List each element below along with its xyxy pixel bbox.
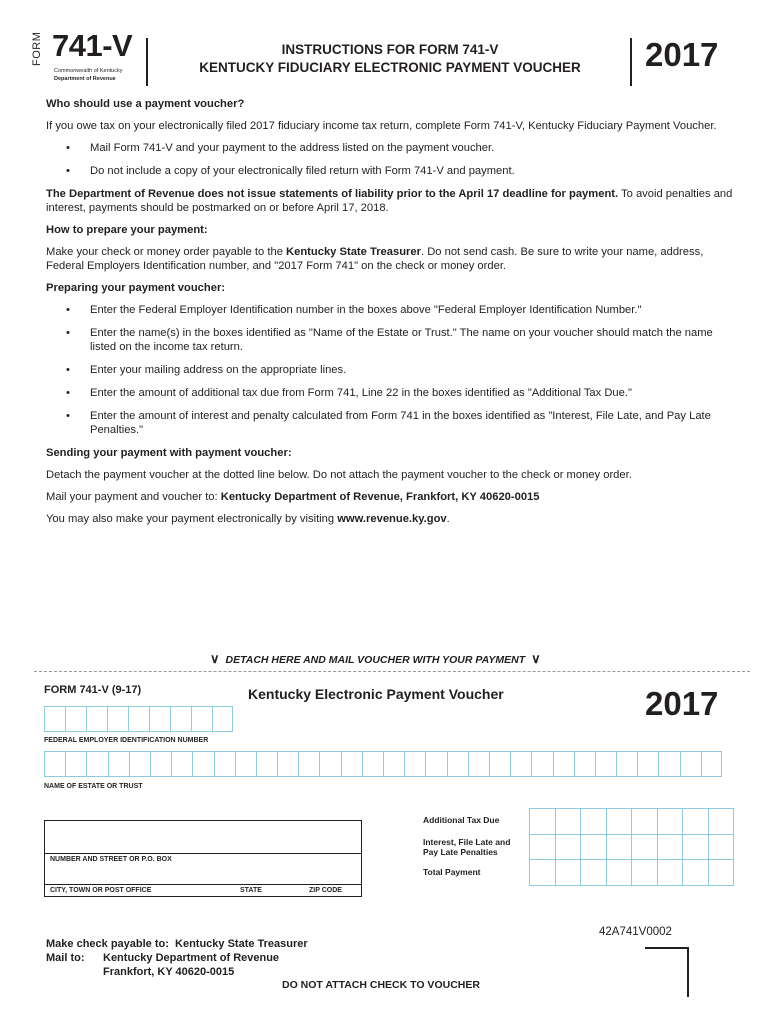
estate-name-char-box[interactable]: [553, 751, 574, 777]
list-item: • Do not include a copy of your electronically filed return with Form 741-V and payment.: [46, 164, 736, 178]
estate-name-char-box[interactable]: [129, 751, 150, 777]
estate-name-char-box[interactable]: [701, 751, 722, 777]
estate-name-char-box[interactable]: [108, 751, 129, 777]
amount-digit-box[interactable]: [581, 835, 607, 861]
amount-digit-box[interactable]: [607, 860, 633, 886]
list-item: • Enter the amount of additional tax due from Form 741, Line 22 in the boxes identified as "Additional Tax Due.": [46, 386, 736, 400]
estate-name-char-box[interactable]: [595, 751, 616, 777]
list-item: • Enter the name(s) in the boxes identified as "Name of the Estate or Trust." The name on your voucher should match the name listed on the income tax return.: [46, 326, 736, 354]
estate-name-label: NAME OF ESTATE OR TRUST: [44, 783, 143, 790]
amount-digit-box[interactable]: [530, 809, 556, 835]
online-post: .: [446, 513, 450, 525]
estate-name-char-box[interactable]: [383, 751, 404, 777]
mail-paragraph: [46, 490, 736, 504]
header-title-line2: KENTUCKY FIDUCIARY ELECTRONIC PAYMENT VOUCHER: [199, 60, 581, 75]
prepare-paragraph: [46, 245, 736, 273]
voucher-title: Kentucky Electronic Payment Voucher: [248, 686, 504, 702]
amount-digit-box[interactable]: [530, 860, 556, 886]
notice-paragraph: [46, 187, 736, 215]
interest-line2: Pay Late Penalties: [423, 847, 498, 857]
state-label: STATE: [240, 887, 262, 894]
estate-name-char-box[interactable]: [362, 751, 383, 777]
estate-name-char-box[interactable]: [447, 751, 468, 777]
mail-row: [46, 951, 308, 965]
header-divider-right: [630, 38, 632, 86]
amount-digit-box[interactable]: [632, 835, 658, 861]
amount-digit-box[interactable]: [709, 860, 735, 886]
estate-name-char-box[interactable]: [658, 751, 679, 777]
list-item: • Enter the amount of interest and penalty calculated from Form 741 in the boxes identified as "Interest, File Late, and Pay Late Penalties.": [46, 409, 736, 437]
amount-digit-box[interactable]: [556, 860, 582, 886]
fein-digit-box[interactable]: [44, 706, 65, 732]
estate-name-char-box[interactable]: [44, 751, 65, 777]
instructions-body: [46, 97, 736, 534]
fein-input-boxes[interactable]: [44, 706, 233, 732]
fein-digit-box[interactable]: [149, 706, 170, 732]
total-payment-label: Total Payment: [423, 867, 481, 877]
who-text: If you owe tax on your electronically filed 2017 fiduciary income tax return, complete Form 741-V, Kentucky Fiduciary Payment Voucher.: [46, 120, 717, 132]
interest-penalty-label: [423, 837, 510, 857]
fein-digit-box[interactable]: [170, 706, 191, 732]
prepare-post: . Do not send cash. Be sure to write your name, address, Federal Employers Identification number, and "2017 Form 741" on the check or money order.: [46, 246, 704, 272]
detach-paragraph: Detach the payment voucher at the dotted line below. Do not attach the payment voucher to the check or money order.: [46, 469, 632, 481]
estate-name-char-box[interactable]: [510, 751, 531, 777]
amount-digit-box[interactable]: [658, 835, 684, 861]
estate-name-char-box[interactable]: [171, 751, 192, 777]
department-label: Department of Revenue: [54, 76, 116, 82]
website-link[interactable]: www.revenue.ky.gov: [337, 513, 447, 525]
estate-name-char-box[interactable]: [637, 751, 658, 777]
mail-address: Kentucky Department of Revenue, Frankfort, KY 40620-0015: [220, 491, 540, 503]
estate-name-char-box[interactable]: [531, 751, 552, 777]
online-paragraph: [46, 512, 736, 526]
heading-who: Who should use a payment voucher?: [46, 98, 245, 110]
amount-digit-box[interactable]: [556, 809, 582, 835]
form-number: 741-V: [52, 28, 133, 63]
detach-dashed-line: [34, 671, 750, 672]
detach-instruction: [204, 651, 584, 667]
additional-tax-label: Additional Tax Due: [423, 815, 500, 825]
notice-rest: To avoid penalties and interest, payments should be postmarked on or before April 17, 2018.: [46, 188, 733, 214]
estate-name-char-box[interactable]: [192, 751, 213, 777]
header-title-line1: INSTRUCTIONS FOR FORM 741-V: [281, 42, 499, 57]
interest-line1: Interest, File Late and: [423, 837, 511, 847]
fein-digit-box[interactable]: [212, 706, 233, 732]
prepare-bold: Kentucky State Treasurer: [286, 246, 421, 258]
city-label: CITY, TOWN OR POST OFFICE: [50, 887, 152, 894]
estate-name-char-box[interactable]: [319, 751, 340, 777]
form-vertical-label: FORM: [31, 31, 43, 66]
list-item: • Enter the Federal Employer Identification number in the boxes above "Federal Employer Identification Number.": [46, 303, 736, 317]
list-item: • Mail Form 741-V and your payment to the address listed on the payment voucher.: [46, 141, 736, 155]
estate-name-char-box[interactable]: [341, 751, 362, 777]
corner-mark: [645, 947, 689, 949]
estate-name-char-box[interactable]: [150, 751, 171, 777]
document-code: 42A741V0002: [599, 926, 672, 938]
payable-value: Kentucky State Treasurer: [175, 938, 308, 950]
voucher-year: 2017: [645, 685, 719, 722]
amount-digit-box[interactable]: [607, 835, 633, 861]
estate-name-input-boxes[interactable]: [44, 751, 722, 777]
payable-row: [46, 937, 308, 951]
estate-name-char-box[interactable]: [298, 751, 319, 777]
amount-digit-box[interactable]: [709, 835, 735, 861]
payable-label: Make check payable to:: [46, 938, 169, 950]
fein-digit-box[interactable]: [191, 706, 212, 732]
amount-digit-box[interactable]: [581, 809, 607, 835]
zip-label: ZIP CODE: [309, 887, 342, 894]
heading-sending: Sending your payment with payment voucher:: [46, 447, 292, 459]
amount-digit-box[interactable]: [632, 809, 658, 835]
down-arrow-icon: ∨: [531, 651, 541, 666]
header-year: 2017: [645, 36, 719, 73]
detach-label: DETACH HERE AND MAIL VOUCHER WITH YOUR PAYMENT: [225, 654, 526, 666]
amount-digit-box[interactable]: [683, 809, 709, 835]
amount-digit-box[interactable]: [556, 835, 582, 861]
estate-name-char-box[interactable]: [235, 751, 256, 777]
amount-digit-box[interactable]: [530, 835, 556, 861]
amount-input-grid[interactable]: [529, 808, 734, 886]
notice-bold: The Department of Revenue does not issue statements of liability prior to the April 17 deadline for payment.: [46, 188, 619, 200]
mail-label: Mail to:: [46, 952, 85, 964]
amount-digit-box[interactable]: [581, 860, 607, 886]
who-bullets: [46, 141, 736, 178]
estate-name-char-box[interactable]: [616, 751, 637, 777]
mail-line2: Frankfort, KY 40620-0015: [103, 966, 235, 978]
amount-digit-box[interactable]: [709, 809, 735, 835]
commonwealth-label: Commonwealth of Kentucky: [54, 68, 123, 74]
corner-mark: [687, 947, 689, 997]
address-divider: [44, 884, 362, 885]
amount-digit-box[interactable]: [658, 860, 684, 886]
address-divider: [44, 853, 362, 854]
prepare-pre: Make your check or money order payable to the: [46, 246, 287, 258]
fein-label: FEDERAL EMPLOYER IDENTIFICATION NUMBER: [44, 737, 209, 744]
estate-name-char-box[interactable]: [65, 751, 86, 777]
mail-pre: Mail your payment and voucher to:: [46, 491, 221, 503]
estate-name-char-box[interactable]: [277, 751, 298, 777]
fein-digit-box[interactable]: [86, 706, 107, 732]
estate-name-char-box[interactable]: [86, 751, 107, 777]
mail-line1: Kentucky Department of Revenue: [103, 952, 280, 964]
estate-name-char-box[interactable]: [425, 751, 446, 777]
down-arrow-icon: ∨: [210, 651, 220, 666]
fein-digit-box[interactable]: [65, 706, 86, 732]
online-pre: You may also make your payment electronically by visiting: [46, 513, 338, 525]
estate-name-char-box[interactable]: [214, 751, 235, 777]
amount-digit-box[interactable]: [683, 835, 709, 861]
estate-name-char-box[interactable]: [256, 751, 277, 777]
estate-name-char-box[interactable]: [574, 751, 595, 777]
fein-digit-box[interactable]: [107, 706, 128, 732]
voucher-form-number: FORM 741-V (9-17): [44, 684, 142, 696]
amount-digit-box[interactable]: [683, 860, 709, 886]
street-label: NUMBER AND STREET OR P.O. BOX: [50, 856, 172, 863]
amount-digit-box[interactable]: [607, 809, 633, 835]
amount-digit-box[interactable]: [658, 809, 684, 835]
do-not-attach-notice: DO NOT ATTACH CHECK TO VOUCHER: [282, 979, 480, 991]
estate-name-char-box[interactable]: [680, 751, 701, 777]
heading-prepare-payment: How to prepare your payment:: [46, 224, 208, 236]
estate-name-char-box[interactable]: [489, 751, 510, 777]
amount-digit-box[interactable]: [632, 860, 658, 886]
fein-digit-box[interactable]: [128, 706, 149, 732]
heading-prepare-voucher: Preparing your payment voucher:: [46, 282, 226, 294]
voucher-bullets: [46, 303, 736, 437]
mail-row-2: [46, 965, 308, 979]
estate-name-char-box[interactable]: [468, 751, 489, 777]
payment-instructions: [46, 937, 308, 979]
estate-name-char-box[interactable]: [404, 751, 425, 777]
list-item: • Enter your mailing address on the appropriate lines.: [46, 363, 736, 377]
header-divider-left: [146, 38, 148, 86]
